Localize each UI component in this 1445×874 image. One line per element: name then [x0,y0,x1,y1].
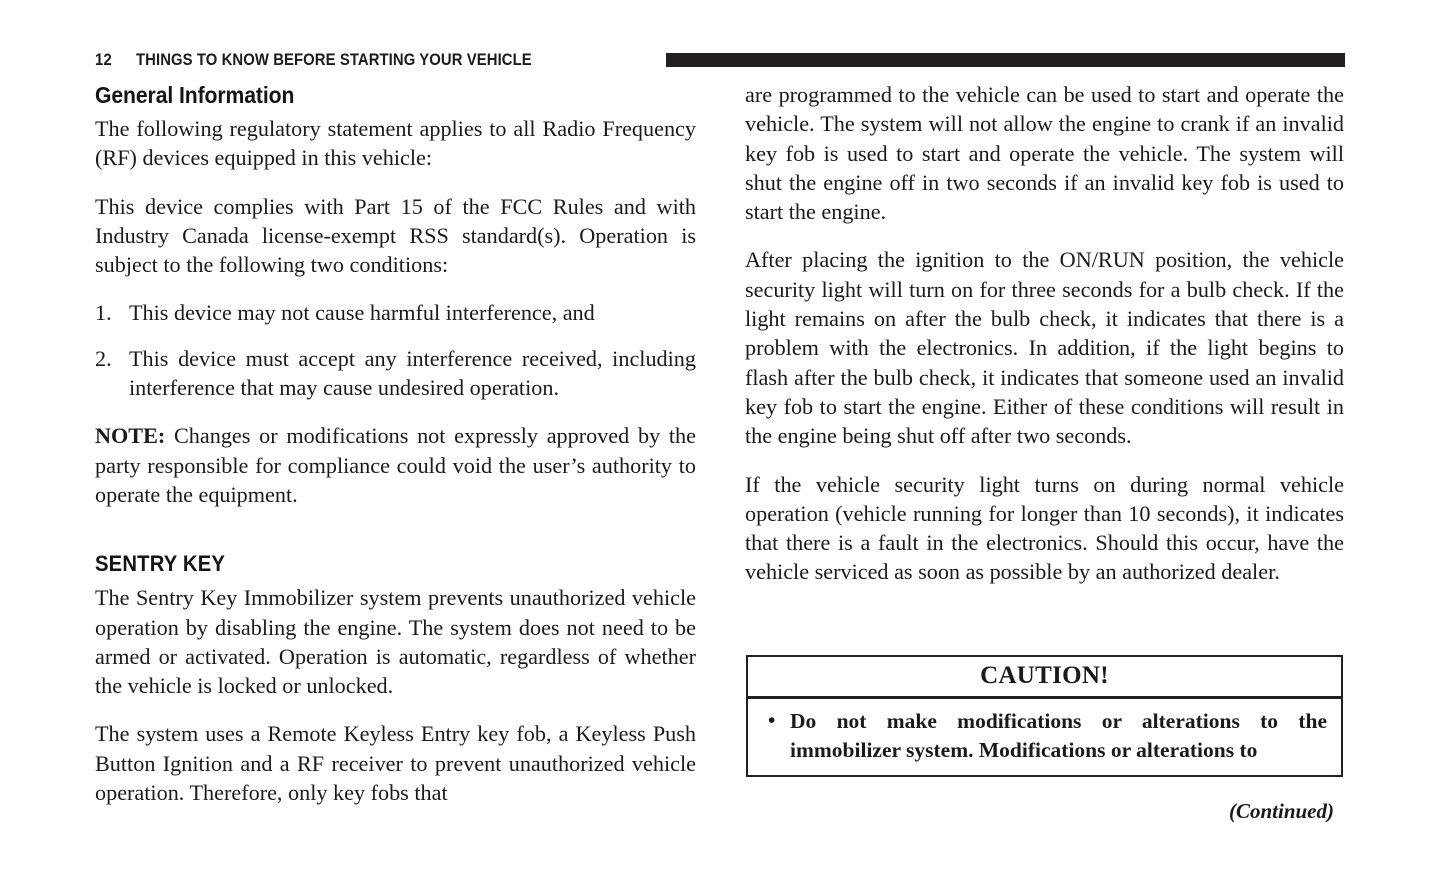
paragraph-immobilizer: The Sentry Key Immobilizer system prevents unauthorized vehicle operation by disabling the engine. The system does not need to be armed or activated. Operation is automatic, regardless of whether the vehicle is locked or unlocked. [95,585,696,699]
caution-item-text: Do not make modifications or alterations to the immobilizer system. Modifications or alterations to [790,709,1327,762]
list-marker: 2. [95,345,112,371]
conditions-list [95,298,696,402]
caution-box [746,655,1343,777]
caution-body [748,699,1341,775]
bullet-icon: • [768,708,776,732]
header-rule [666,53,1345,67]
paragraph-programmed-keys: are programmed to the vehicle can be used to start and operate the vehicle. The system will not allow the engine to crank if an invalid key fob is used to start and operate the vehicle. The system will shut the engine off in two seconds if an invalid key fob is used to start the engine. [745,82,1344,225]
list-item [95,344,696,403]
right-column [745,80,1344,587]
paragraph-note [95,421,696,509]
list-item [95,298,696,327]
page-number: 12 [95,50,112,69]
note-text: Changes or modifications not expressly approved by the party responsible for compliance could void the user’s authority to operate the equipment. [95,423,696,507]
list-marker: 1. [95,300,112,326]
note-label: NOTE: [95,423,166,449]
heading-general-information: General Information [95,82,295,108]
heading-spacer [95,528,696,549]
caution-bullet-item [762,707,1327,765]
list-item-text: This device must accept any interference received, including interference that may cause undesired operation. [129,345,696,401]
header-title: THINGS TO KNOW BEFORE STARTING YOUR VEHICLE [135,50,532,69]
paragraph-security-light-fault: If the vehicle security light turns on during normal vehicle operation (vehicle running for longer than 10 seconds), it indicates that there is a fault in the electronics. Should this occur, have the vehicle serviced as soon as possible by an authorized dealer. [745,471,1344,585]
paragraph-system-uses: The system uses a Remote Keyless Entry key fob, a Keyless Push Button Ignition and a RF receiver to prevent unauthorized vehicle operation. Therefore, only key fobs that [95,721,696,806]
caution-title: CAUTION! [748,657,1341,699]
paragraph-fcc-compliance: This device complies with Part 15 of the FCC Rules and with Industry Canada license-exempt RSS standard(s). Operation is subject to the following two conditions: [95,193,696,278]
paragraph-regulatory-statement: The following regulatory statement applies to all Radio Frequency (RF) devices equipped in this vehicle: [95,116,696,171]
continued-label: (Continued) [1228,799,1334,823]
paragraph-ignition-on-run: After placing the ignition to the ON/RUN position, the vehicle security light will turn on for three seconds for a bulb check. If the light remains on after the bulb check, it indicates that there is a problem with the electronics. In addition, if the light begins to flash after the bulb check, it indicates that someone used an invalid key fob to start the engine. Either of these conditions will result in the engine being shut off after two seconds. [745,247,1344,449]
list-item-text: This device may not cause harmful interference, and [129,300,595,326]
heading-sentry-key: SENTRY KEY [95,551,226,577]
left-column [95,80,696,807]
